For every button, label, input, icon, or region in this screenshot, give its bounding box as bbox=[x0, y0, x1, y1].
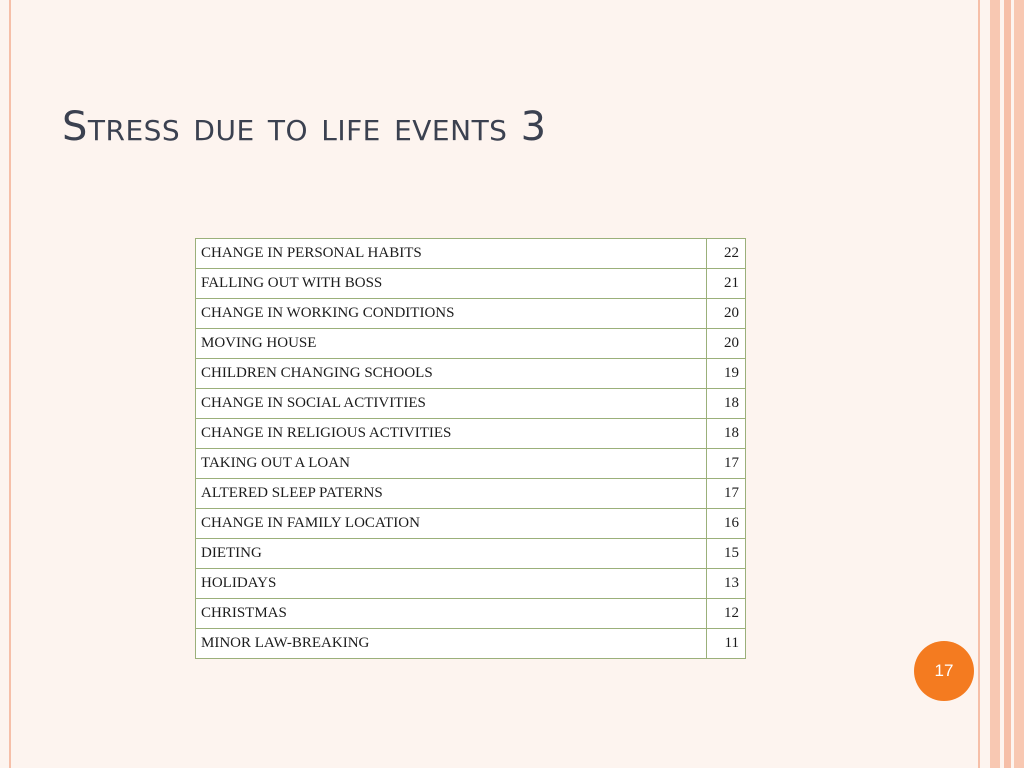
life-events-table bbox=[195, 238, 746, 659]
page-number: 17 bbox=[934, 661, 954, 680]
event-name-cell: MINOR LAW-BREAKING bbox=[196, 629, 707, 659]
event-name-cell: CHRISTMAS bbox=[196, 599, 707, 629]
table-row bbox=[196, 569, 746, 599]
life-events-table-body bbox=[196, 239, 746, 659]
stress-score-cell: 11 bbox=[707, 629, 746, 659]
stress-score-cell: 15 bbox=[707, 539, 746, 569]
table-row bbox=[196, 539, 746, 569]
stress-score-cell: 18 bbox=[707, 419, 746, 449]
stress-score-cell: 18 bbox=[707, 389, 746, 419]
event-name-cell: CHANGE IN SOCIAL ACTIVITIES bbox=[196, 389, 707, 419]
stress-score-cell: 17 bbox=[707, 479, 746, 509]
event-name-cell: CHANGE IN PERSONAL HABITS bbox=[196, 239, 707, 269]
event-name-cell: DIETING bbox=[196, 539, 707, 569]
table-row bbox=[196, 479, 746, 509]
event-name-cell: CHANGE IN FAMILY LOCATION bbox=[196, 509, 707, 539]
left-border-line bbox=[9, 0, 11, 768]
stress-score-cell: 17 bbox=[707, 449, 746, 479]
event-name-cell: HOLIDAYS bbox=[196, 569, 707, 599]
table-row bbox=[196, 359, 746, 389]
table-row bbox=[196, 449, 746, 479]
table-row bbox=[196, 599, 746, 629]
event-name-cell: MOVING HOUSE bbox=[196, 329, 707, 359]
table-row bbox=[196, 299, 746, 329]
right-border-stripes bbox=[978, 0, 1024, 768]
table-row bbox=[196, 419, 746, 449]
table-row bbox=[196, 329, 746, 359]
event-name-cell: CHANGE IN RELIGIOUS ACTIVITIES bbox=[196, 419, 707, 449]
event-name-cell: ALTERED SLEEP PATERNS bbox=[196, 479, 707, 509]
table-row bbox=[196, 269, 746, 299]
event-name-cell: CHILDREN CHANGING SCHOOLS bbox=[196, 359, 707, 389]
slide-title: Stress due to life events 3 bbox=[62, 104, 547, 150]
table-row bbox=[196, 239, 746, 269]
stress-score-cell: 13 bbox=[707, 569, 746, 599]
event-name-cell: FALLING OUT WITH BOSS bbox=[196, 269, 707, 299]
stress-score-cell: 21 bbox=[707, 269, 746, 299]
stress-score-cell: 22 bbox=[707, 239, 746, 269]
table-row bbox=[196, 509, 746, 539]
table-row bbox=[196, 629, 746, 659]
stress-score-cell: 20 bbox=[707, 329, 746, 359]
event-name-cell: CHANGE IN WORKING CONDITIONS bbox=[196, 299, 707, 329]
event-name-cell: TAKING OUT A LOAN bbox=[196, 449, 707, 479]
stress-score-cell: 19 bbox=[707, 359, 746, 389]
page-number-badge bbox=[914, 641, 974, 701]
table-row bbox=[196, 389, 746, 419]
stress-score-cell: 16 bbox=[707, 509, 746, 539]
life-events-table-container bbox=[195, 238, 745, 659]
stress-score-cell: 20 bbox=[707, 299, 746, 329]
stress-score-cell: 12 bbox=[707, 599, 746, 629]
